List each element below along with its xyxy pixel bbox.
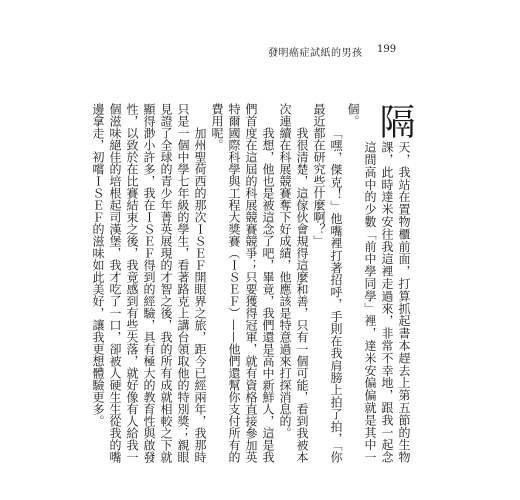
paragraph-4: 我想，他也是被這念了吧，畢竟，我們還是高中新鮮人，這是我們首度在這屆的科展競賽競爭；只要獲得冠軍，就有資格直接參加英特爾國際科學與工程大獎賽（ＩＳＥＦ）——他們還幫你支付所有的費用呢。 <box>210 103 275 463</box>
paragraph-1 <box>344 103 415 463</box>
paragraph-5: 加州聖荷西的那次ＩＳＥＦ開眼界之旅，距今已經兩年，我那時只是一個中學七年級的學生，看著路克上講台領取他的特別獎；親眼見證了全球的青少年菁英展現的才智之後，我的所有成就相較之下就顯得渺小許多，我在ＩＳＥＦ得到的經驗，具有極大的教育性與啟發性，以致於在比賽結束之後，我竟感到有些失落，就好像有人給我一個滋味絕佳的培根起司漢堡，我才吃了一口，卻被人硬生生從我的嘴邊拿走，初嚐ＩＳＥＦ的滋味如此美好，讓我更想體驗更多。 <box>91 103 207 463</box>
paragraph-1-text: 天，我站在置物櫃前面，打算抓起書本趕去上第五節的生物課，此時達米安往我這裡走過來，非常不幸地，跟我一起念這間高中的少數「前中學同學」裡，達米安偏偏就是其中一個。 <box>346 103 411 463</box>
body-text <box>89 103 415 463</box>
drop-cap: 隔 <box>374 103 415 139</box>
paragraph-2: 「嘿，傑克！」他嘴裡打著招呼，手則在我肩膀上拍了拍，「你最近都在研究些什麼啊？」 <box>312 103 343 463</box>
paragraph-3: 我很清楚，這傢伙會規得這麼和善，只有一個可能，看到我被本次連續在科展競賽奪下好成績，他應該是特意過來打探消息的。 <box>278 103 309 463</box>
page-number: 199 <box>377 44 397 55</box>
running-header <box>0 44 520 60</box>
running-title: 發明癌症試紙的男孩 <box>268 48 363 59</box>
